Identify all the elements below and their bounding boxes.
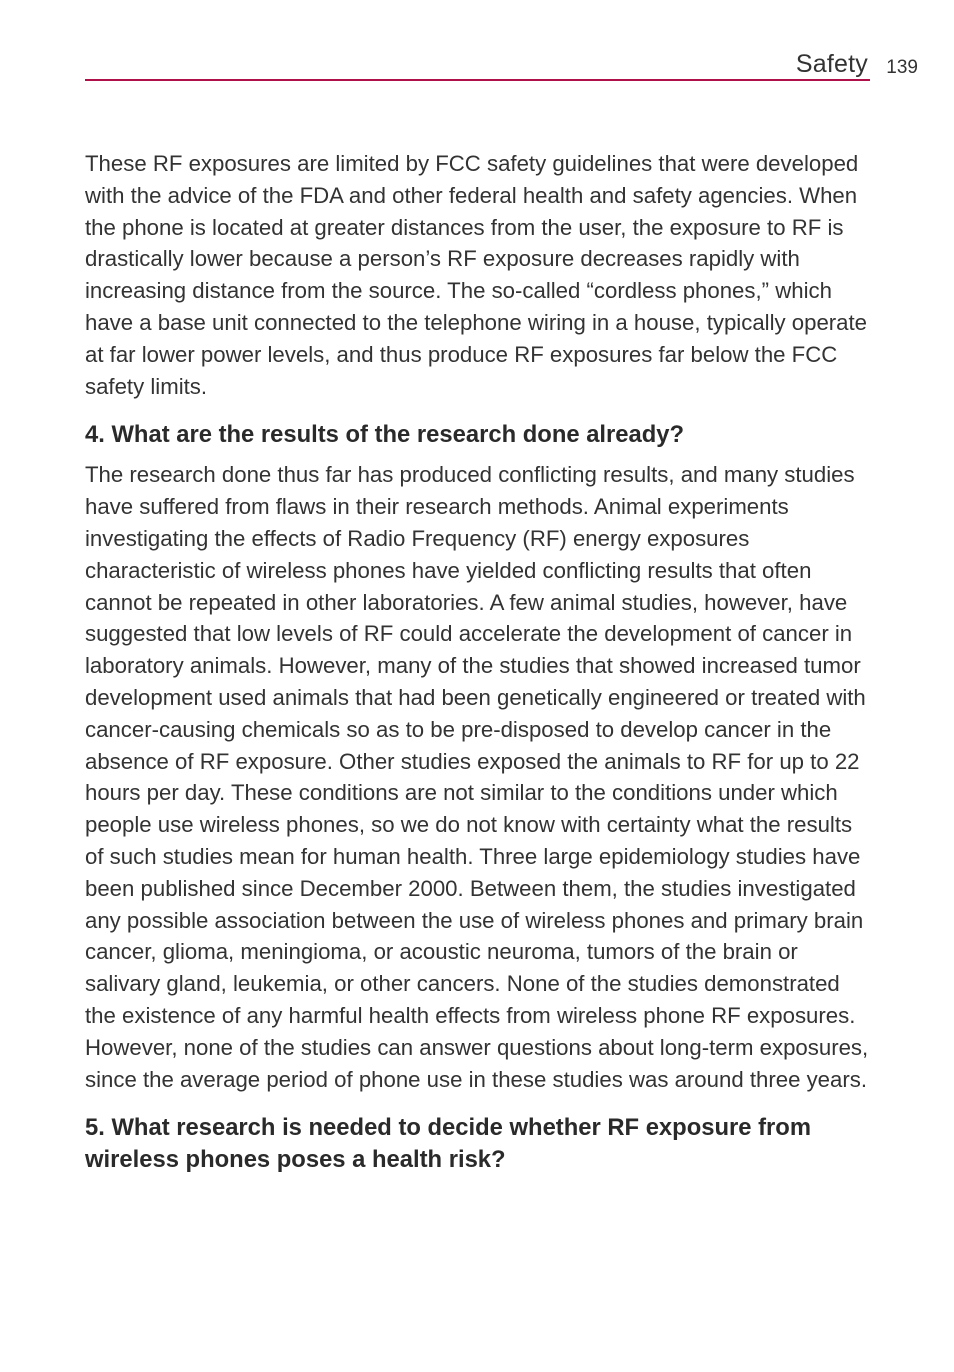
question-4-heading: 4. What are the results of the research done already?: [85, 421, 685, 449]
page-content: [85, 148, 875, 1176]
paragraph-rf-exposure-limits: These RF exposures are limited by FCC safety guidelines that were developed with the advice of the FDA and other federal health and safety agencies. When the phone is located at greater distances from the user, the exposure to RF is drastically lower because a person’s RF exposure decreases rapidly with increasing distance from the source. The so-called “cordless phones,” which have a base unit connected to the telephone wiring in a house, typically operate at far lower power levels, and thus produce RF exposures far below the FCC safety limits.: [85, 151, 868, 399]
paragraph-research-results: The research done thus far has produced conflicting results, and many studies have suffered from flaws in their research methods. Animal experiments investigating the effects of Radio Frequency (RF) energy exposures characteristic of wireless phones have yielded conflicting results that often cannot be repeated in other laboratories. A few animal studies, however, have suggested that low levels of RF could accelerate the development of cancer in laboratory animals. However, many of the studies that showed increased tumor development used animals that had been genetically engineered or treated with cancer-causing chemicals so as to be pre-disposed to develop cancer in the absence of RF exposure. Other studies exposed the animals to RF for up to 22 hours per day. These conditions are not similar to the conditions under which people use wireless phones, so we do not know with certainty what the results of such studies mean for human health. Three large epidemiology studies have been published since December 2000. Between them, the studies investigated any possible association between the use of wireless phones and primary brain cancer, glioma, meningioma, or acoustic neuroma, tumors of the brain or salivary gland, leukemia, or other cancers. None of the studies demonstrated the existence of any harmful health effects from wireless phone RF exposures. However, none of the studies can answer questions about long-term exposures, since the average period of phone use in these studies was around three years.: [85, 462, 869, 1092]
question-5-heading: 5. What research is needed to decide whether RF exposure from wireless phones poses a health risk?: [85, 1114, 812, 1174]
section-title: Safety: [795, 50, 868, 78]
page-number: 139: [886, 57, 918, 78]
page-header: [85, 48, 918, 88]
header-divider: [85, 79, 870, 81]
